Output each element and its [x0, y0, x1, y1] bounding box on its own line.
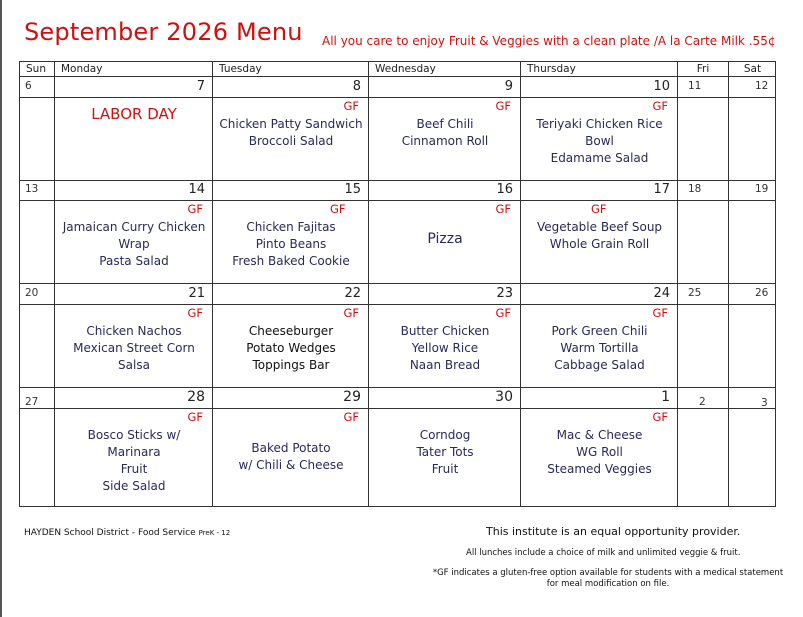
menu-item: Chicken Patty Sandwich	[219, 117, 363, 131]
gluten-free-badge: GF	[495, 99, 511, 113]
date-strip-divider	[213, 97, 369, 98]
menu-items	[521, 427, 678, 478]
day-header-fri: Fri	[678, 62, 729, 77]
menu-item: Broccoli Salad	[248, 134, 334, 148]
weekday-date: 21	[188, 286, 205, 301]
menu-item: Warm Tortilla	[560, 341, 639, 355]
gluten-free-badge: GF	[343, 306, 359, 320]
district-footer	[24, 528, 230, 538]
menu-item: Naan Bread	[409, 358, 481, 372]
friday-date: 11	[688, 80, 702, 92]
gluten-free-badge: GF	[495, 202, 511, 216]
menu-item: Potato Wedges	[246, 341, 336, 355]
day-cell	[678, 284, 729, 388]
gf-note: *GF indicates a gluten-free option available for students with a medical statement for meal modification on file.	[432, 568, 784, 589]
menu-item: Toppings Bar	[252, 358, 330, 372]
date-strip-divider	[678, 97, 729, 98]
menu-items	[369, 116, 521, 150]
weekday-date: 14	[188, 182, 205, 197]
day-cell	[729, 284, 776, 388]
gluten-free-badge: GF	[495, 306, 511, 320]
menu-items	[369, 323, 521, 374]
menu-items	[55, 323, 213, 374]
date-strip-divider	[521, 200, 678, 201]
date-strip-divider	[55, 97, 213, 98]
sunday-date: 6	[25, 80, 32, 92]
weekday-date: 10	[653, 79, 670, 94]
equal-opportunity-note: This institute is an equal opportunity provider.	[486, 525, 741, 538]
weekday-date: 22	[344, 286, 361, 301]
grade-range: PreK - 12	[198, 529, 231, 537]
saturday-date: 12	[755, 80, 769, 92]
menu-item: Chicken Fajitas	[246, 220, 336, 234]
date-strip-divider	[20, 200, 55, 201]
weekday-date: 23	[496, 286, 513, 301]
date-strip-divider	[20, 304, 55, 305]
date-strip-divider	[55, 200, 213, 201]
menu-item: Beef Chili	[416, 117, 474, 131]
menu-items	[521, 116, 678, 167]
menu-item: Edamame Salad	[550, 151, 649, 165]
day-header-thursday: Thursday	[521, 62, 678, 77]
date-strip-divider	[729, 200, 776, 201]
menu-items	[55, 427, 213, 495]
menu-items	[369, 231, 521, 248]
date-strip-divider	[678, 408, 729, 409]
day-header-monday: Monday	[55, 62, 213, 77]
gluten-free-badge: GF	[652, 410, 668, 424]
menu-item: Pasta Salad	[99, 254, 169, 268]
menu-item: Mexican Street Corn	[73, 341, 195, 355]
gluten-free-badge: GF	[187, 202, 203, 216]
day-cell	[729, 388, 776, 506]
day-cell	[729, 77, 776, 181]
menu-calendar	[19, 61, 776, 507]
date-strip-divider	[20, 97, 55, 98]
friday-date: 2	[699, 396, 706, 408]
date-strip-divider	[369, 97, 521, 98]
date-strip-divider	[729, 97, 776, 98]
day-header-sun: Sun	[20, 62, 55, 77]
menu-tagline: All you care to enjoy Fruit & Veggies with a clean plate /A la Carte Milk .55¢	[322, 34, 776, 48]
menu-items	[213, 440, 369, 474]
weekday-date: 28	[187, 389, 205, 405]
menu-item: Pizza	[427, 231, 463, 247]
menu-item: Fruit	[431, 462, 459, 476]
date-strip-divider	[521, 304, 678, 305]
menu-items	[521, 323, 678, 374]
gluten-free-badge: GF	[343, 410, 359, 424]
menu-item: Marinara	[107, 445, 161, 459]
day-header-wednesday: Wednesday	[369, 62, 521, 77]
menu-item: Corndog	[419, 428, 471, 442]
day-cell	[678, 77, 729, 181]
menu-item: w/ Chili & Cheese	[238, 458, 344, 472]
menu-items	[55, 219, 213, 270]
gluten-free-badge: GF	[187, 410, 203, 424]
weekday-date: 29	[343, 389, 361, 405]
menu-item: Cinnamon Roll	[401, 134, 489, 148]
menu-item: WG Roll	[576, 445, 623, 459]
left-edge-bar	[0, 0, 2, 617]
friday-date: 18	[688, 183, 702, 195]
gluten-free-badge: GF	[187, 306, 203, 320]
menu-item: Butter Chicken	[400, 324, 490, 338]
weekday-date: 9	[504, 79, 513, 94]
date-strip-divider	[369, 408, 521, 409]
menu-item: Teriyaki Chicken Rice	[536, 117, 663, 131]
date-strip-divider	[213, 304, 369, 305]
weekday-date: 24	[653, 286, 670, 301]
date-strip-divider	[369, 304, 521, 305]
day-cell	[729, 180, 776, 284]
weekday-date: 7	[196, 79, 205, 94]
weekday-date: 30	[495, 389, 513, 405]
friday-date: 25	[688, 287, 702, 299]
weekday-date: 1	[661, 389, 670, 405]
date-strip-divider	[213, 408, 369, 409]
menu-item: Cabbage Salad	[554, 358, 645, 372]
weekday-date: 16	[496, 182, 513, 197]
menu-item: Bosco Sticks w/	[87, 428, 181, 442]
menu-items	[369, 427, 521, 478]
menu-item: Whole Grain Roll	[549, 237, 650, 251]
district-name: HAYDEN School District - Food Service	[24, 528, 196, 538]
menu-items	[213, 323, 369, 374]
saturday-date: 26	[755, 287, 769, 299]
day-cell	[20, 180, 55, 284]
menu-items	[213, 219, 369, 270]
menu-item: Baked Potato	[251, 441, 331, 455]
date-strip-divider	[213, 200, 369, 201]
menu-item: Tater Tots	[416, 445, 474, 459]
menu-item: Fresh Baked Cookie	[232, 254, 350, 268]
menu-item: Salsa	[118, 358, 150, 372]
menu-item: Cheeseburger	[248, 324, 334, 338]
day-header-sat: Sat	[729, 62, 776, 77]
weekday-date: 8	[352, 79, 361, 94]
gluten-free-badge: GF	[591, 202, 607, 216]
menu-item: Fruit	[120, 462, 148, 476]
date-strip-divider	[369, 200, 521, 201]
date-strip-divider	[678, 304, 729, 305]
menu-item: Side Salad	[102, 479, 166, 493]
gluten-free-badge: GF	[652, 99, 668, 113]
date-strip-divider	[55, 408, 213, 409]
weekday-date: 15	[344, 182, 361, 197]
page-title: September 2026 Menu	[24, 18, 303, 46]
date-strip-divider	[729, 408, 776, 409]
menu-item: Jamaican Curry Chicken	[62, 220, 206, 234]
sunday-date: 20	[25, 287, 39, 299]
date-strip-divider	[729, 304, 776, 305]
menu-item: Bowl	[585, 134, 614, 148]
saturday-date: 3	[761, 397, 768, 409]
menu-item: Mac & Cheese	[556, 428, 643, 442]
date-strip-divider	[678, 200, 729, 201]
sunday-date: 13	[25, 183, 39, 195]
gluten-free-badge: GF	[652, 306, 668, 320]
day-header-tuesday: Tuesday	[213, 62, 369, 77]
date-strip-divider	[521, 408, 678, 409]
sunday-date: 27	[25, 396, 39, 408]
lunch-note: All lunches include a choice of milk and unlimited veggie & fruit.	[466, 548, 741, 558]
menu-item: Vegetable Beef Soup	[536, 220, 663, 234]
menu-item: Steamed Veggies	[547, 462, 652, 476]
day-cell	[55, 77, 213, 181]
menu-item: Chicken Nachos	[86, 324, 182, 338]
day-cell	[678, 180, 729, 284]
date-strip-divider	[20, 408, 55, 409]
menu-items	[213, 116, 369, 150]
saturday-date: 19	[755, 183, 769, 195]
gluten-free-badge: GF	[343, 99, 359, 113]
date-strip-divider	[55, 304, 213, 305]
menu-item: Yellow Rice	[411, 341, 479, 355]
menu-item: Pork Green Chili	[551, 324, 648, 338]
day-cell	[20, 77, 55, 181]
menu-item: Pinto Beans	[255, 237, 327, 251]
menu-item: Wrap	[118, 237, 150, 251]
date-strip-divider	[521, 97, 678, 98]
menu-item: LABOR DAY	[91, 105, 177, 123]
weekday-date: 17	[653, 182, 670, 197]
menu-items	[521, 219, 678, 253]
gluten-free-badge: GF	[330, 202, 346, 216]
day-cell	[20, 284, 55, 388]
menu-items	[55, 106, 213, 123]
